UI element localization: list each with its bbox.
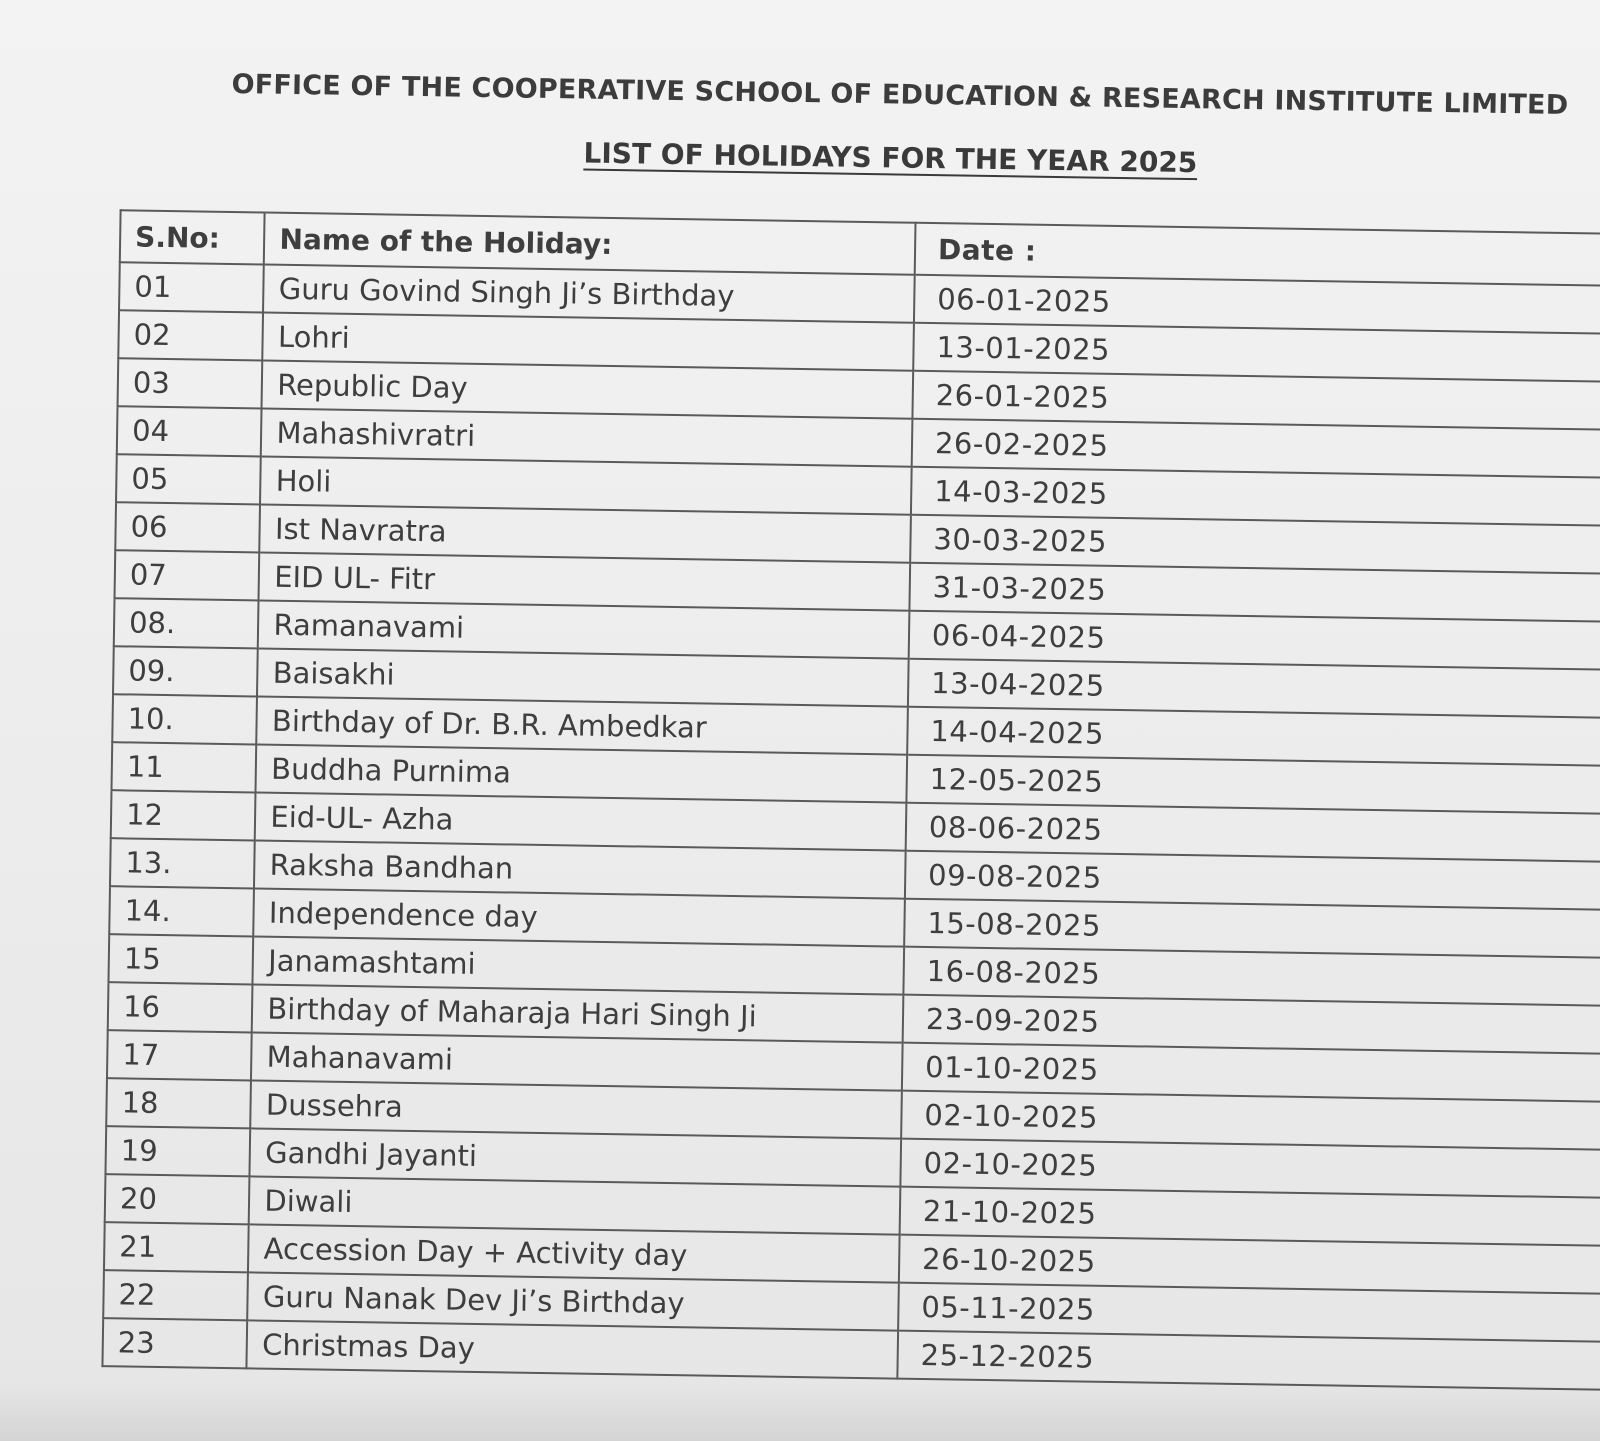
row-holiday-name: Guru Govind Singh Ji’s Birthday xyxy=(263,265,914,323)
row-date: 16-08-2025 xyxy=(903,947,1600,1006)
row-date: 12-05-2025 xyxy=(906,755,1600,814)
row-holiday-name: Ramanavami xyxy=(258,600,909,658)
row-sno: 05 xyxy=(116,454,261,504)
row-date: 01-10-2025 xyxy=(902,1043,1600,1102)
holiday-table xyxy=(101,209,1600,1390)
row-sno: 03 xyxy=(118,358,263,408)
row-date: 08-06-2025 xyxy=(906,803,1600,862)
row-date: 30-03-2025 xyxy=(910,515,1600,574)
row-date: 06-04-2025 xyxy=(909,611,1600,670)
row-sno: 11 xyxy=(111,742,256,792)
row-sno: 04 xyxy=(117,406,262,456)
table-body xyxy=(102,262,1600,1389)
header-sno: S.No: xyxy=(120,210,265,264)
row-sno: 14. xyxy=(109,886,254,936)
row-date: 15-08-2025 xyxy=(904,899,1600,958)
row-date: 26-02-2025 xyxy=(912,419,1600,478)
row-holiday-name: Mahashivratri xyxy=(261,409,912,467)
paper-shadow xyxy=(0,1381,1600,1441)
row-sno: 15 xyxy=(108,934,253,984)
row-date: 26-01-2025 xyxy=(912,371,1600,430)
header-name: Name of the Holiday: xyxy=(264,213,915,275)
row-holiday-name: Birthday of Dr. B.R. Ambedkar xyxy=(257,696,908,754)
row-holiday-name: Buddha Purnima xyxy=(256,744,907,802)
header-date: Date : xyxy=(915,223,1600,286)
row-date: 23-09-2025 xyxy=(903,995,1600,1054)
row-holiday-name: Janamashtami xyxy=(253,936,904,994)
row-holiday-name: Christmas Day xyxy=(247,1320,898,1378)
row-date: 31-03-2025 xyxy=(909,563,1600,622)
row-holiday-name: Guru Nanak Dev Ji’s Birthday xyxy=(248,1272,899,1330)
row-date: 25-12-2025 xyxy=(897,1331,1600,1390)
row-sno: 08. xyxy=(114,598,259,648)
row-sno: 20 xyxy=(105,1174,250,1224)
row-holiday-name: Diwali xyxy=(249,1176,900,1234)
row-sno: 06 xyxy=(115,502,260,552)
row-date: 13-04-2025 xyxy=(908,659,1600,718)
row-holiday-name: Holi xyxy=(260,457,911,515)
row-sno: 21 xyxy=(104,1222,249,1272)
row-sno: 23 xyxy=(102,1318,247,1368)
row-date: 02-10-2025 xyxy=(901,1091,1600,1150)
office-title: OFFICE OF THE COOPERATIVE SCHOOL OF EDUCATION & RESEARCH INSTITUTE LIMITED xyxy=(231,68,1569,121)
row-holiday-name: Dussehra xyxy=(251,1080,902,1138)
row-date: 09-08-2025 xyxy=(905,851,1600,910)
row-sno: 09. xyxy=(113,646,258,696)
row-holiday-name: Baisakhi xyxy=(257,648,908,706)
row-date: 05-11-2025 xyxy=(898,1283,1600,1342)
row-holiday-name: Birthday of Maharaja Hari Singh Ji xyxy=(252,984,903,1042)
row-holiday-name: Ist Navratra xyxy=(260,504,911,562)
row-sno: 17 xyxy=(107,1030,252,1080)
row-holiday-name: Republic Day xyxy=(262,361,913,419)
row-holiday-name: EID UL- Fitr xyxy=(259,552,910,610)
row-date: 14-04-2025 xyxy=(907,707,1600,766)
row-holiday-name: Mahanavami xyxy=(251,1032,902,1090)
row-holiday-name: Gandhi Jayanti xyxy=(250,1128,901,1186)
row-sno: 07 xyxy=(115,550,260,600)
row-holiday-name: Lohri xyxy=(263,313,914,371)
row-sno: 13. xyxy=(110,838,255,888)
row-date: 02-10-2025 xyxy=(900,1139,1600,1198)
row-holiday-name: Accession Day + Activity day xyxy=(248,1224,899,1282)
row-date: 21-10-2025 xyxy=(900,1187,1600,1246)
row-sno: 16 xyxy=(108,982,253,1032)
list-title: LIST OF HOLIDAYS FOR THE YEAR 2025 xyxy=(583,136,1198,180)
row-date: 26-10-2025 xyxy=(899,1235,1600,1294)
row-date: 13-01-2025 xyxy=(913,323,1600,382)
row-holiday-name: Raksha Bandhan xyxy=(254,840,905,898)
row-sno: 18 xyxy=(106,1078,251,1128)
row-date: 06-01-2025 xyxy=(914,275,1600,334)
row-sno: 10. xyxy=(112,694,257,744)
row-date: 14-03-2025 xyxy=(911,467,1600,526)
row-holiday-name: Independence day xyxy=(254,888,905,946)
row-sno: 12 xyxy=(111,790,256,840)
row-sno: 19 xyxy=(105,1126,250,1176)
row-sno: 01 xyxy=(119,262,264,312)
row-sno: 02 xyxy=(118,310,263,360)
row-holiday-name: Eid-UL- Azha xyxy=(255,792,906,850)
row-sno: 22 xyxy=(103,1270,248,1320)
